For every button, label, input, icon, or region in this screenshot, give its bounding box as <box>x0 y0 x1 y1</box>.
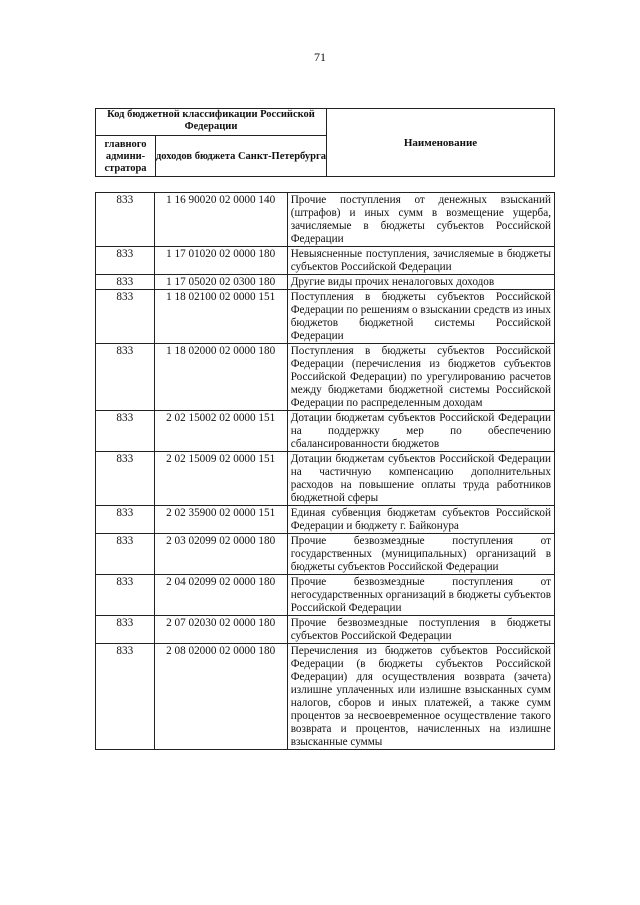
admin-code-cell: 833 <box>96 644 155 750</box>
budget-code-cell: 2 03 02099 02 0000 180 <box>154 534 287 575</box>
income-codes-table <box>95 192 555 750</box>
table-row <box>96 290 555 344</box>
name-cell: Прочие поступления от денежных взысканий (штрафов) и иных сумм в возмещение ущерба, зачисляемые в бюджеты субъектов Российской Федерации <box>287 193 554 247</box>
budget-code-cell: 1 17 01020 02 0000 180 <box>154 247 287 275</box>
table-row <box>96 247 555 275</box>
name-cell: Поступления в бюджеты субъектов Российской Федерации по решениям о взыскании средств из иных бюджетов бюджетной системы Российской Федерации <box>287 290 554 344</box>
table-header <box>95 108 555 177</box>
name-cell: Другие виды прочих неналоговых доходов <box>287 275 554 290</box>
admin-code-cell: 833 <box>96 193 155 247</box>
table-row <box>96 616 555 644</box>
table-row <box>96 193 555 247</box>
name-cell: Поступления в бюджеты субъектов Российской Федерации (перечисления из бюджетов субъектов Российской Федерации) по урегулированию расчетов между бюджетами бюджетной системы Российской Федерации по распределенным доходам <box>287 344 554 411</box>
budget-code-cell: 1 18 02100 02 0000 151 <box>154 290 287 344</box>
admin-code-cell: 833 <box>96 290 155 344</box>
budget-code-cell: 2 02 35900 02 0000 151 <box>154 506 287 534</box>
budget-code-cell: 2 02 15009 02 0000 151 <box>154 452 287 506</box>
name-cell: Прочие безвозмездные поступления в бюджеты субъектов Российской Федерации <box>287 616 554 644</box>
name-cell: Дотации бюджетам субъектов Российской Федерации на поддержку мер по обеспечению сбалансированности бюджетов <box>287 411 554 452</box>
name-cell: Прочие безвозмездные поступления от негосударственных организаций в бюджеты субъектов Российской Федерации <box>287 575 554 616</box>
table-row <box>96 344 555 411</box>
page-number: 71 <box>314 50 326 64</box>
admin-code-cell: 833 <box>96 452 155 506</box>
table-row <box>96 534 555 575</box>
admin-code-cell: 833 <box>96 247 155 275</box>
header-group-title: Код бюджетной классификации Российской Федерации <box>96 109 327 136</box>
table-row <box>96 411 555 452</box>
name-cell: Перечисления из бюджетов субъектов Российской Федерации (в бюджеты субъектов Российской Федерации) для осуществления возврата (зачета) излишне уплаченных или излишне взысканных сумм налогов, сборов и иных платежей, а также сумм процентов за несвоевременное осуществление такого возврата и процентов, начисленных на излишне взысканные суммы <box>287 644 554 750</box>
admin-code-cell: 833 <box>96 344 155 411</box>
budget-code-cell: 2 04 02099 02 0000 180 <box>154 575 287 616</box>
name-cell: Прочие безвозмездные поступления от государственных (муниципальных) организаций в бюджеты субъектов Российской Федерации <box>287 534 554 575</box>
admin-code-cell: 833 <box>96 411 155 452</box>
table-row <box>96 644 555 750</box>
budget-code-cell: 2 07 02030 02 0000 180 <box>154 616 287 644</box>
table-row <box>96 275 555 290</box>
table-row <box>96 506 555 534</box>
admin-code-cell: 833 <box>96 534 155 575</box>
name-cell: Единая субвенция бюджетам субъектов Российской Федерации и бюджету г. Байконура <box>287 506 554 534</box>
admin-code-cell: 833 <box>96 616 155 644</box>
header-admin-column: главного админи-стратора <box>96 136 156 177</box>
table-row <box>96 575 555 616</box>
name-cell: Невыясненные поступления, зачисляемые в бюджеты субъектов Российской Федерации <box>287 247 554 275</box>
admin-code-cell: 833 <box>96 275 155 290</box>
budget-code-cell: 1 16 90020 02 0000 140 <box>154 193 287 247</box>
header-code-column: доходов бюджета Санкт-Петербурга <box>156 136 327 177</box>
admin-code-cell: 833 <box>96 506 155 534</box>
budget-code-cell: 2 08 02000 02 0000 180 <box>154 644 287 750</box>
budget-code-cell: 2 02 15002 02 0000 151 <box>154 411 287 452</box>
budget-code-cell: 1 18 02000 02 0000 180 <box>154 344 287 411</box>
budget-code-cell: 1 17 05020 02 0300 180 <box>154 275 287 290</box>
name-cell: Дотации бюджетам субъектов Российской Федерации на частичную компенсацию дополнительных расходов на повышение оплаты труда работников бюджетной сферы <box>287 452 554 506</box>
table-row <box>96 452 555 506</box>
header-name-column: Наименование <box>327 109 555 177</box>
admin-code-cell: 833 <box>96 575 155 616</box>
